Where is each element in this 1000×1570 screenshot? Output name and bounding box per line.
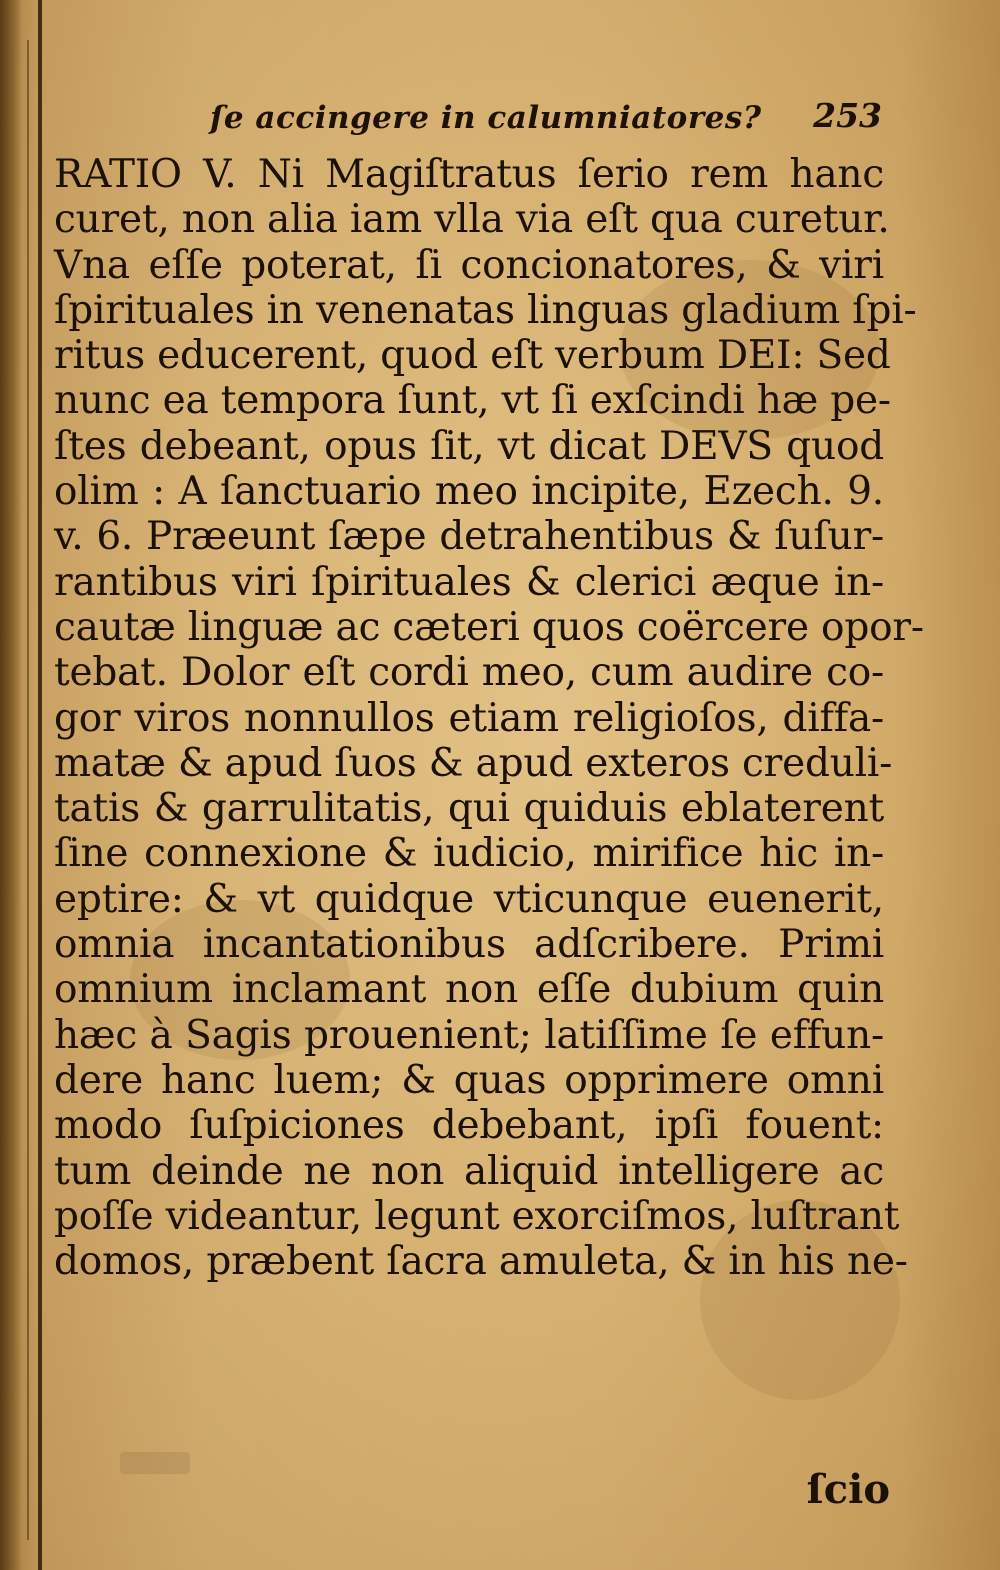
text-line: nunc ea tempora ſunt, vt ſi exſcindi hæ pe- xyxy=(54,378,891,424)
text-line: gor viros nonnullos etiam religioſos, diffa- xyxy=(54,695,884,741)
text-line: hæc à Sagis prouenient; latiſſime ſe effun- xyxy=(54,1012,884,1058)
text-line: tebat. Dolor eſt cordi meo, cum audire co- xyxy=(54,650,884,696)
text-line: omnium inclamant non eſſe dubium quin xyxy=(54,967,884,1013)
text-line: cautæ linguæ ac cæteri quos coërcere opor- xyxy=(54,604,924,650)
text-line: modo ſuſpiciones debebant, ipſi fouent: xyxy=(54,1103,884,1149)
text-line: rantibus viri ſpirituales & clerici æque in- xyxy=(54,559,884,605)
binding-line-inner xyxy=(27,40,29,1540)
text-line: v. 6. Præeunt ſæpe detrahentibus & ſuſur- xyxy=(54,514,884,560)
text-line: ſtes debeant, opus ſit, vt dicat DEVS quod xyxy=(54,423,884,469)
text-line: tatis & garrulitatis, qui quiduis eblaterent xyxy=(54,786,884,832)
binding-line xyxy=(38,0,42,1570)
text-line: omnia incantationibus adſcribere. Primi xyxy=(54,922,884,968)
text-line: curet, non alia iam vlla via eſt qua curetur. xyxy=(54,197,890,243)
catchword: ſcio xyxy=(806,1466,890,1513)
show-through-mark xyxy=(120,1452,190,1474)
text-line: poſſe videantur, legunt exorciſmos, luſtrant xyxy=(54,1193,900,1239)
text-line: ritus educerent, quod eſt verbum DEI: Sed xyxy=(54,333,891,379)
gutter-shadow xyxy=(0,0,22,1570)
text-line: dere hanc luem; & quas opprimere omni xyxy=(54,1057,884,1103)
text-line: domos, præbent ſacra amuleta, & in his ne- xyxy=(54,1239,908,1285)
text-line: matæ & apud ſuos & apud exteros creduli- xyxy=(54,740,893,786)
running-head: ſe accingere in calumniatores? xyxy=(210,100,762,136)
text-line: olim : A ſanctuario meo incipite, Ezech. 9. xyxy=(54,469,884,515)
text-line: Vna eſſe poterat, ſi concionatores, & viri xyxy=(54,242,884,288)
text-line: RATIO V. Ni Magiſtratus ſerio rem hanc xyxy=(54,152,884,197)
text-line: ſpirituales in venenatas linguas gladium ſpi- xyxy=(54,287,917,333)
text-line: eptire: & vt quidque vticunque euenerit, xyxy=(54,876,884,922)
body-text xyxy=(54,152,924,1285)
page-number: 253 xyxy=(813,96,882,135)
text-line: ſine connexione & iudicio, mirifice hic in- xyxy=(54,831,884,877)
text-line: tum deinde ne non aliquid intelligere ac xyxy=(54,1148,884,1194)
